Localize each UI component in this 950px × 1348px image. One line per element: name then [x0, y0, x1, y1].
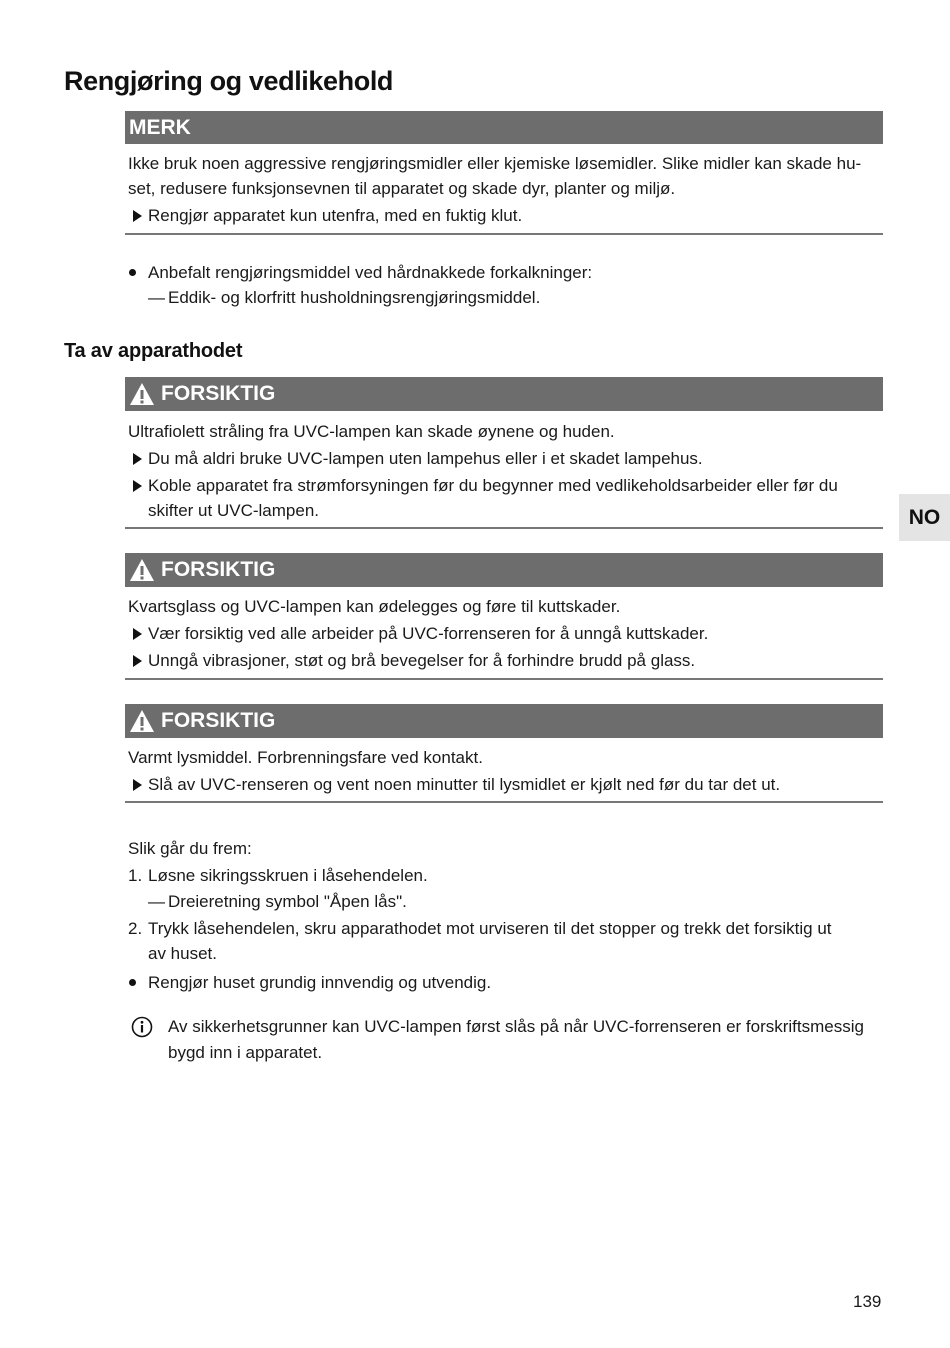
caution-instruction: Unngå vibrasjoner, støt og brå bevegelser for å forhindre brudd på glass.	[148, 651, 696, 670]
caution-heading: FORSIKTIG	[161, 709, 276, 732]
warning-triangle-icon	[129, 382, 155, 406]
language-tab: NO	[899, 494, 950, 541]
caution-instruction: Slå av UVC-renseren og vent noen minutter til lysmidlet er kjølt ned før du tar det ut.	[148, 775, 781, 794]
divider	[125, 527, 883, 529]
note-heading-bar	[125, 111, 883, 144]
dash-icon: —	[148, 288, 165, 307]
step-number: 1.	[128, 866, 143, 885]
divider	[125, 233, 883, 235]
arrow-bullet-icon	[133, 480, 142, 492]
note-instruction: Rengjør apparatet kun utenfra, med en fuktig klut.	[148, 206, 523, 225]
info-icon	[131, 1016, 153, 1038]
caution-instruction-cont: skifter ut UVC-lampen.	[148, 501, 319, 520]
caution-instruction: Vær forsiktig ved alle arbeider på UVC-forrenseren for å unngå kuttskader.	[148, 624, 709, 643]
arrow-bullet-icon	[133, 210, 142, 222]
list-item: Rengjør huset grundig innvendig og utvendig.	[148, 973, 492, 992]
step-subitem: Dreieretning symbol "Åpen lås".	[168, 892, 407, 911]
step-text: Løsne sikringsskruen i låsehendelen.	[148, 866, 428, 885]
page-title: Rengjøring og vedlikehold	[64, 66, 394, 96]
section-title: Ta av apparathodet	[64, 340, 243, 362]
divider	[125, 801, 883, 803]
list-item: Anbefalt rengjøringsmiddel ved hårdnakkede forkalkninger:	[148, 263, 593, 282]
bullet-dot-icon	[129, 979, 136, 986]
info-text-cont: bygd inn i apparatet.	[168, 1043, 323, 1062]
note-text-line: Ikke bruk noen aggressive rengjøringsmidler eller kjemiske løsemidler. Slike midler kan skade hu-	[128, 154, 862, 173]
caution-heading-bar	[125, 704, 883, 738]
caution-heading: FORSIKTIG	[161, 382, 276, 405]
bullet-dot-icon	[129, 269, 136, 276]
procedure-intro: Slik går du frem:	[128, 839, 252, 858]
step-text: Trykk låsehendelen, skru apparathodet mot urviseren til det stopper og trekk det forsiktig ut	[148, 919, 832, 938]
caution-text: Varmt lysmiddel. Forbrenningsfare ved kontakt.	[128, 748, 483, 767]
caution-text: Kvartsglass og UVC-lampen kan ødelegges og føre til kuttskader.	[128, 597, 621, 616]
dash-icon: —	[148, 892, 165, 911]
caution-text: Ultrafiolett stråling fra UVC-lampen kan skade øynene og huden.	[128, 422, 615, 441]
caution-heading-bar	[125, 553, 883, 587]
caution-instruction: Du må aldri bruke UVC-lampen uten lampehus eller i et skadet lampehus.	[148, 449, 703, 468]
info-text: Av sikkerhetsgrunner kan UVC-lampen først slås på når UVC-forrenseren er forskriftsmessig	[168, 1017, 864, 1036]
step-number: 2.	[128, 919, 143, 938]
arrow-bullet-icon	[133, 453, 142, 465]
list-subitem: Eddik- og klorfritt husholdningsrengjøringsmiddel.	[168, 288, 541, 307]
arrow-bullet-icon	[133, 628, 142, 640]
note-heading: MERK	[129, 115, 191, 139]
caution-instruction: Koble apparatet fra strømforsyningen før du begynner med vedlikeholdsarbeider eller før du	[148, 476, 838, 495]
warning-triangle-icon	[129, 558, 155, 582]
page-number: 139	[853, 1292, 882, 1311]
warning-triangle-icon	[129, 709, 155, 733]
step-text-cont: av huset.	[148, 944, 217, 963]
arrow-bullet-icon	[133, 779, 142, 791]
caution-heading: FORSIKTIG	[161, 558, 276, 581]
divider	[125, 678, 883, 680]
note-text-line: set, redusere funksjonsevnen til apparatet og skade dyr, planter og miljø.	[128, 179, 676, 198]
arrow-bullet-icon	[133, 655, 142, 667]
caution-heading-bar	[125, 377, 883, 411]
